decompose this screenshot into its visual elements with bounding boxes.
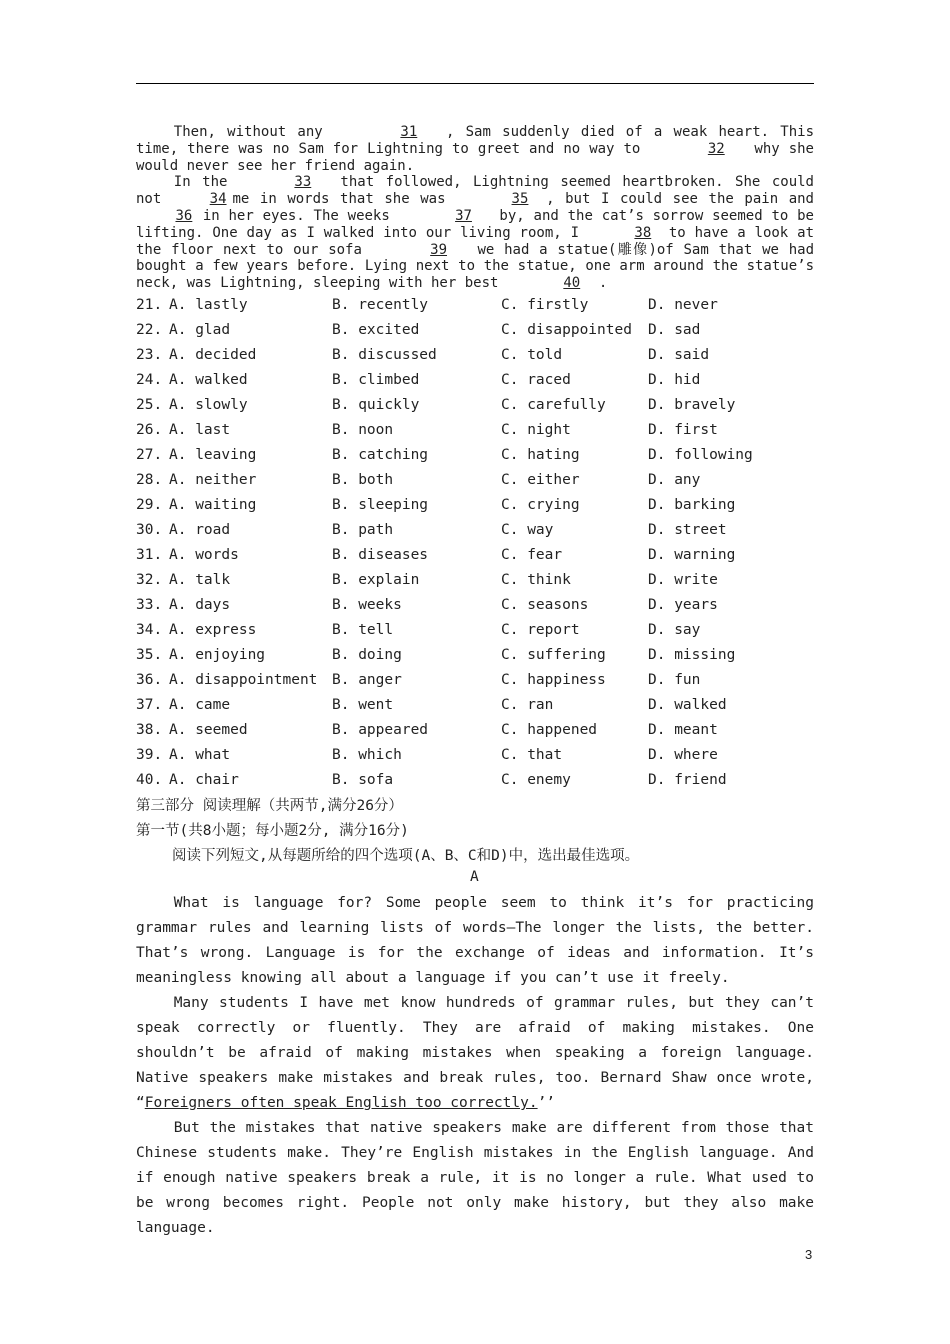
question-number: 32. <box>136 572 163 588</box>
option-row <box>136 293 814 318</box>
option-d: D. write <box>648 572 718 588</box>
option-d: D. fun <box>648 672 701 688</box>
option-d: D. bravely <box>648 397 736 413</box>
option-row <box>136 768 814 793</box>
option-c: C. carefully <box>501 397 606 413</box>
question-number: 33. <box>136 597 163 613</box>
blank-37: 37 <box>455 207 472 224</box>
option-row <box>136 643 814 668</box>
option-a: A. enjoying <box>169 647 266 663</box>
option-d: D. sad <box>648 322 701 338</box>
cloze-text: by, and the cat’s sorrow seemed to be lifting. One day as I walked into our living room, I <box>136 207 814 241</box>
cloze-text: in her eyes. The weeks <box>194 207 399 224</box>
option-b: B. went <box>332 697 394 713</box>
question-number: 26. <box>136 422 163 438</box>
closing-quote: ’’ <box>537 1095 556 1111</box>
option-c: C. seasons <box>501 597 589 613</box>
option-b: B. diseases <box>332 547 429 563</box>
cloze-text: me in words that she was <box>221 191 457 208</box>
option-d: D. barking <box>648 497 736 513</box>
option-d: D. where <box>648 747 718 763</box>
shaw-quote: Foreigners often speak English too correctly. <box>144 1095 538 1111</box>
option-row <box>136 443 814 468</box>
option-d: D. meant <box>648 722 718 738</box>
option-c: C. report <box>501 622 580 638</box>
cloze-paragraph-1 <box>136 124 814 174</box>
cloze-text: we had a statue(雕像)of Sam that we had bought a few years before. Lying next to the statue, one arm around the statue’s neck, was Lightning, sleeping with her best <box>136 241 814 292</box>
option-a: A. road <box>169 522 231 538</box>
question-number: 31. <box>136 547 163 563</box>
option-row <box>136 343 814 368</box>
blank-39: 39 <box>430 241 448 258</box>
option-c: C. disappointed <box>501 322 632 338</box>
cloze-text: that followed, Lightning seemed heartbroken. She could not <box>136 174 814 208</box>
cloze-text: why she would never see her friend again. <box>136 140 814 174</box>
options-list <box>136 293 814 793</box>
blank-38: 38 <box>634 224 652 241</box>
option-row <box>136 693 814 718</box>
option-row <box>136 318 814 343</box>
option-d: D. any <box>648 472 701 488</box>
option-c: C. hating <box>501 447 580 463</box>
option-c: C. enemy <box>501 772 571 788</box>
question-number: 39. <box>136 747 163 763</box>
option-a: A. seemed <box>169 722 248 738</box>
option-a: A. chair <box>169 772 239 788</box>
option-a: A. words <box>169 547 239 563</box>
option-a: A. slowly <box>169 397 248 413</box>
cloze-text: , but I could see the pain and <box>546 191 814 208</box>
option-c: C. told <box>501 347 563 363</box>
question-number: 27. <box>136 447 163 463</box>
blank-33: 33 <box>294 174 312 191</box>
cloze-text: In the <box>173 174 239 191</box>
question-number: 37. <box>136 697 163 713</box>
option-row <box>136 568 814 593</box>
option-row <box>136 718 814 743</box>
option-b: B. sofa <box>332 772 394 788</box>
option-c: C. either <box>501 472 580 488</box>
question-number: 22. <box>136 322 163 338</box>
cloze-text: to have a look at the floor next to our sofa <box>136 224 814 258</box>
option-d: D. first <box>648 422 718 438</box>
option-b: B. explain <box>332 572 420 588</box>
option-a: A. leaving <box>169 447 257 463</box>
question-number: 28. <box>136 472 163 488</box>
option-c: C. crying <box>501 497 580 513</box>
question-number: 24. <box>136 372 163 388</box>
option-d: D. street <box>648 522 727 538</box>
option-row <box>136 368 814 393</box>
option-row <box>136 393 814 418</box>
option-b: B. catching <box>332 447 429 463</box>
option-b: B. quickly <box>332 397 420 413</box>
option-b: B. weeks <box>332 597 402 613</box>
option-a: A. glad <box>169 322 231 338</box>
option-a: A. express <box>169 622 257 638</box>
option-c: C. happiness <box>501 672 606 688</box>
cloze-passage <box>136 124 814 292</box>
option-c: C. raced <box>501 372 571 388</box>
option-c: C. think <box>501 572 571 588</box>
option-a: A. walked <box>169 372 248 388</box>
option-row <box>136 593 814 618</box>
option-d: D. warning <box>648 547 736 563</box>
question-number: 29. <box>136 497 163 513</box>
option-a: A. talk <box>169 572 231 588</box>
cloze-paragraph-2 <box>136 174 814 292</box>
option-d: D. friend <box>648 772 727 788</box>
option-d: D. never <box>648 297 718 313</box>
option-c: C. night <box>501 422 571 438</box>
blank-32: 32 <box>707 140 725 157</box>
question-number: 21. <box>136 297 163 313</box>
option-d: D. missing <box>648 647 736 663</box>
blank-40: 40 <box>563 275 581 292</box>
question-number: 38. <box>136 722 163 738</box>
blank-36: 36 <box>175 207 193 224</box>
option-a: A. what <box>169 747 231 763</box>
question-number: 34. <box>136 622 163 638</box>
option-b: B. recently <box>332 297 429 313</box>
option-b: B. anger <box>332 672 402 688</box>
option-row <box>136 493 814 518</box>
cloze-text: Then, without any <box>173 124 334 140</box>
option-c: C. fear <box>501 547 563 563</box>
blank-35: 35 <box>511 191 529 208</box>
section1-heading: 第一节(共8小题；每小题2分, 满分16分) <box>136 823 409 839</box>
option-c: C. way <box>501 522 554 538</box>
reading-passage <box>136 891 814 1241</box>
option-row <box>136 543 814 568</box>
option-d: D. said <box>648 347 710 363</box>
option-c: C. ran <box>501 697 554 713</box>
passage-paragraph-3: But the mistakes that native speakers make are different from those that Chinese students make. They’re English mistakes in the English language. And if enough native speakers break a rule, it is no longer a rule. What used to be wrong becomes right. People not only make history, but they also make language. <box>136 1120 814 1236</box>
page-number: 3 <box>805 1247 813 1262</box>
question-number: 35. <box>136 647 163 663</box>
option-c: C. happened <box>501 722 598 738</box>
option-a: A. lastly <box>169 297 248 313</box>
option-a: A. decided <box>169 347 257 363</box>
option-d: D. following <box>648 447 753 463</box>
part3-heading: 第三部分 阅读理解（共两节,满分26分） <box>136 798 403 814</box>
option-c: C. suffering <box>501 647 606 663</box>
option-b: B. doing <box>332 647 402 663</box>
header-rule <box>136 83 814 84</box>
option-c: C. firstly <box>501 297 589 313</box>
instructions: 阅读下列短文,从每题所给的四个选项(A、B、C和D)中，选出最佳选项。 <box>172 848 640 864</box>
option-a: A. neither <box>169 472 257 488</box>
option-row <box>136 418 814 443</box>
option-b: B. path <box>332 522 394 538</box>
option-b: B. excited <box>332 322 420 338</box>
option-row <box>136 468 814 493</box>
option-row <box>136 618 814 643</box>
blank-31: 31 <box>400 124 418 140</box>
passage-letter: A <box>470 869 479 885</box>
option-d: D. hid <box>648 372 701 388</box>
cloze-text: . <box>598 275 608 292</box>
option-row <box>136 518 814 543</box>
question-number: 23. <box>136 347 163 363</box>
option-b: B. appeared <box>332 722 429 738</box>
option-d: D. walked <box>648 697 727 713</box>
question-number: 40. <box>136 772 163 788</box>
option-b: B. both <box>332 472 394 488</box>
option-c: C. that <box>501 747 563 763</box>
option-b: B. tell <box>332 622 394 638</box>
question-number: 36. <box>136 672 163 688</box>
option-d: D. say <box>648 622 701 638</box>
question-number: 25. <box>136 397 163 413</box>
paragraph-text: Many students I have met know hundreds of grammar rules, but they can’t speak correctly or fluently. They are afraid of making mistakes. One shouldn’t be afraid of making mistakes when speaking a foreign language. Native speakers make mistakes and break rules, too. Bernard Shaw once wrote, “ <box>136 995 814 1111</box>
passage-paragraph-2 <box>136 991 814 1116</box>
passage-paragraph-1: What is language for? Some people seem to think it’s for practicing grammar rules and learning lists of words—The longer the lists, the better. That’s wrong. Language is for the exchange of ideas and information. It’s meaningless knowing all about a language if you can’t use it freely. <box>136 895 814 986</box>
option-b: B. noon <box>332 422 394 438</box>
option-d: D. years <box>648 597 718 613</box>
option-a: A. last <box>169 422 231 438</box>
question-number: 30. <box>136 522 163 538</box>
option-row <box>136 743 814 768</box>
option-row <box>136 668 814 693</box>
option-a: A. days <box>169 597 231 613</box>
option-a: A. waiting <box>169 497 257 513</box>
option-b: B. sleeping <box>332 497 429 513</box>
cloze-text: , Sam suddenly died of a weak heart. This time, there was no Sam for Lightning to greet and no way to <box>136 124 815 157</box>
option-b: B. climbed <box>332 372 420 388</box>
option-a: A. disappointment <box>169 672 318 688</box>
blank-34: 34 <box>209 191 227 208</box>
option-a: A. came <box>169 697 231 713</box>
option-b: B. which <box>332 747 402 763</box>
option-b: B. discussed <box>332 347 437 363</box>
